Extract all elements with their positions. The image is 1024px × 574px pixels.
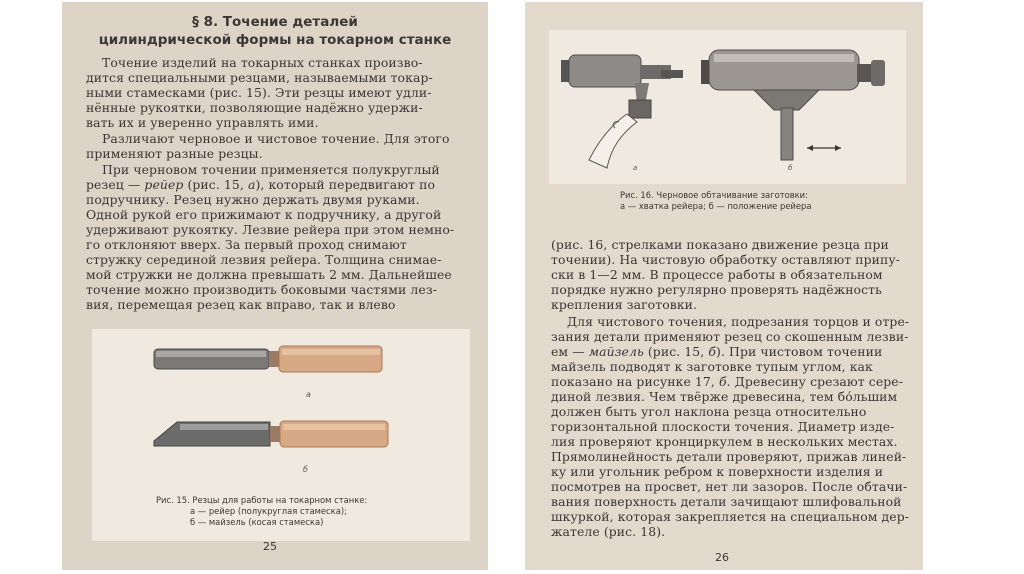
text-line: При черновом точении применяется полукруглый xyxy=(102,162,440,177)
section-title-line1: § 8. Точение деталей xyxy=(192,14,358,30)
figure-15-caption-line2: а — рейер (полукруглая стамеска); xyxy=(190,506,347,516)
text-line: (рис. 16, стрелками показано движение резца при xyxy=(551,237,889,252)
text-line: Точение изделий на токарных станках произво- xyxy=(102,55,423,70)
text-line: ку или угольник ребром к поверхности изделия и xyxy=(551,464,884,479)
figure-16-caption-line1: Рис. 16. Черновое обтачивание заготовки: xyxy=(620,190,808,200)
text-line: мой стружки не должна превышать 2 мм. Дальнейшее xyxy=(86,267,452,282)
text-line: подручнику. Резец нужно держать двумя руками. xyxy=(86,192,420,207)
figure-15-caption-line1: Рис. 15. Резцы для работы на токарном станке: xyxy=(156,495,368,505)
text-line: ски в 1—2 мм. В процессе работы в обязательном xyxy=(551,267,883,282)
text-line: точении). На чистовую обработку оставляют припу- xyxy=(551,252,901,267)
text-line: вия, перемещая резец как вправо, так и влево xyxy=(86,297,396,312)
text-line: го отклоняют вверх. За первый проход снимают xyxy=(86,237,407,252)
text-line: лия проверяют кронциркулем в нескольких местах. xyxy=(551,434,898,449)
text-line: резец — рейер (рис. 15, а), который передвигают по xyxy=(86,177,436,192)
chisels-illustration xyxy=(92,329,470,489)
figure-15 xyxy=(92,329,470,541)
text-line: удерживают рукоятку. Лезвие рейера при этом немно- xyxy=(86,222,455,237)
text-line: диной лезвия. Чем твёрже древесина, тем бо́льшим xyxy=(551,389,898,404)
text-line: нённые рукоятки, позволяющие надёжно удержи- xyxy=(86,100,423,115)
text-line: дится специальными резцами, называемыми токар- xyxy=(86,70,433,85)
text-line: применяют разные резцы. xyxy=(86,146,263,161)
text-line: должен быть угол наклона резца относительно xyxy=(551,404,867,419)
left-page xyxy=(62,2,488,570)
gouge-chisel-image xyxy=(154,346,382,372)
right-page xyxy=(525,2,923,570)
text-line: показано на рисунке 17, б. Древесину срезают сере- xyxy=(551,374,904,389)
figure-16 xyxy=(549,30,906,184)
label-b: б xyxy=(303,465,308,474)
text-line: зания детали применяют резец со скошенным лезви- xyxy=(551,329,909,344)
text-line: порядке нужно регулярно проверять надёжность xyxy=(551,282,882,297)
text-line: Различают черновое и чистовое точение. Для этого xyxy=(102,131,450,146)
text-line: ными стамесками (рис. 15). Эти резцы имеют удли- xyxy=(86,85,432,100)
gouge-grip-image xyxy=(561,55,683,168)
text-line: Одной рукой его прижимают к подручнику, а другой xyxy=(86,207,442,222)
label-a: а xyxy=(633,164,638,172)
text-line: вать их и уверенно управлять ими. xyxy=(86,115,319,130)
text-line: жателе (рис. 18). xyxy=(551,524,666,539)
text-line: горизонтальной плоскости точения. Диаметр изде- xyxy=(551,419,895,434)
text-line: вания поверхность детали зачищают шлифовальной xyxy=(551,494,902,509)
gouge-position-image xyxy=(701,50,885,160)
text-line: посмотрев на просвет, нет ли зазоров. После обтачи- xyxy=(551,479,908,494)
turning-illustration xyxy=(549,30,906,184)
text-line: точение можно производить боковыми частями лез- xyxy=(86,282,437,297)
text-line: шкуркой, которая закрепляется на специальном дер- xyxy=(551,509,910,524)
text-line: Для чистового точения, подрезания торцов и отре- xyxy=(567,314,910,329)
section-title-line2: цилиндрической формы на токарном станке xyxy=(98,32,452,48)
text-line: стружку серединой лезвия рейера. Толщина снимае- xyxy=(86,252,442,267)
page-number: 26 xyxy=(715,551,729,564)
skew-chisel-image xyxy=(154,421,388,447)
text-line: ем — майзель (рис. 15, б). При чистовом точении xyxy=(551,344,883,359)
label-a: а xyxy=(306,390,311,399)
page-number: 25 xyxy=(263,540,277,553)
text-line: майзель подводят к заготовке тупым углом, как xyxy=(551,359,873,374)
figure-16-caption-line2: а — хватка рейера; б — положение рейера xyxy=(620,201,812,211)
text-line: крепления заготовки. xyxy=(551,297,698,312)
label-b: б xyxy=(788,164,793,172)
figure-15-caption-line3: б — майзель (косая стамеска) xyxy=(190,517,324,527)
text-line: Прямолинейность детали проверяют, прижав линей- xyxy=(551,449,907,464)
